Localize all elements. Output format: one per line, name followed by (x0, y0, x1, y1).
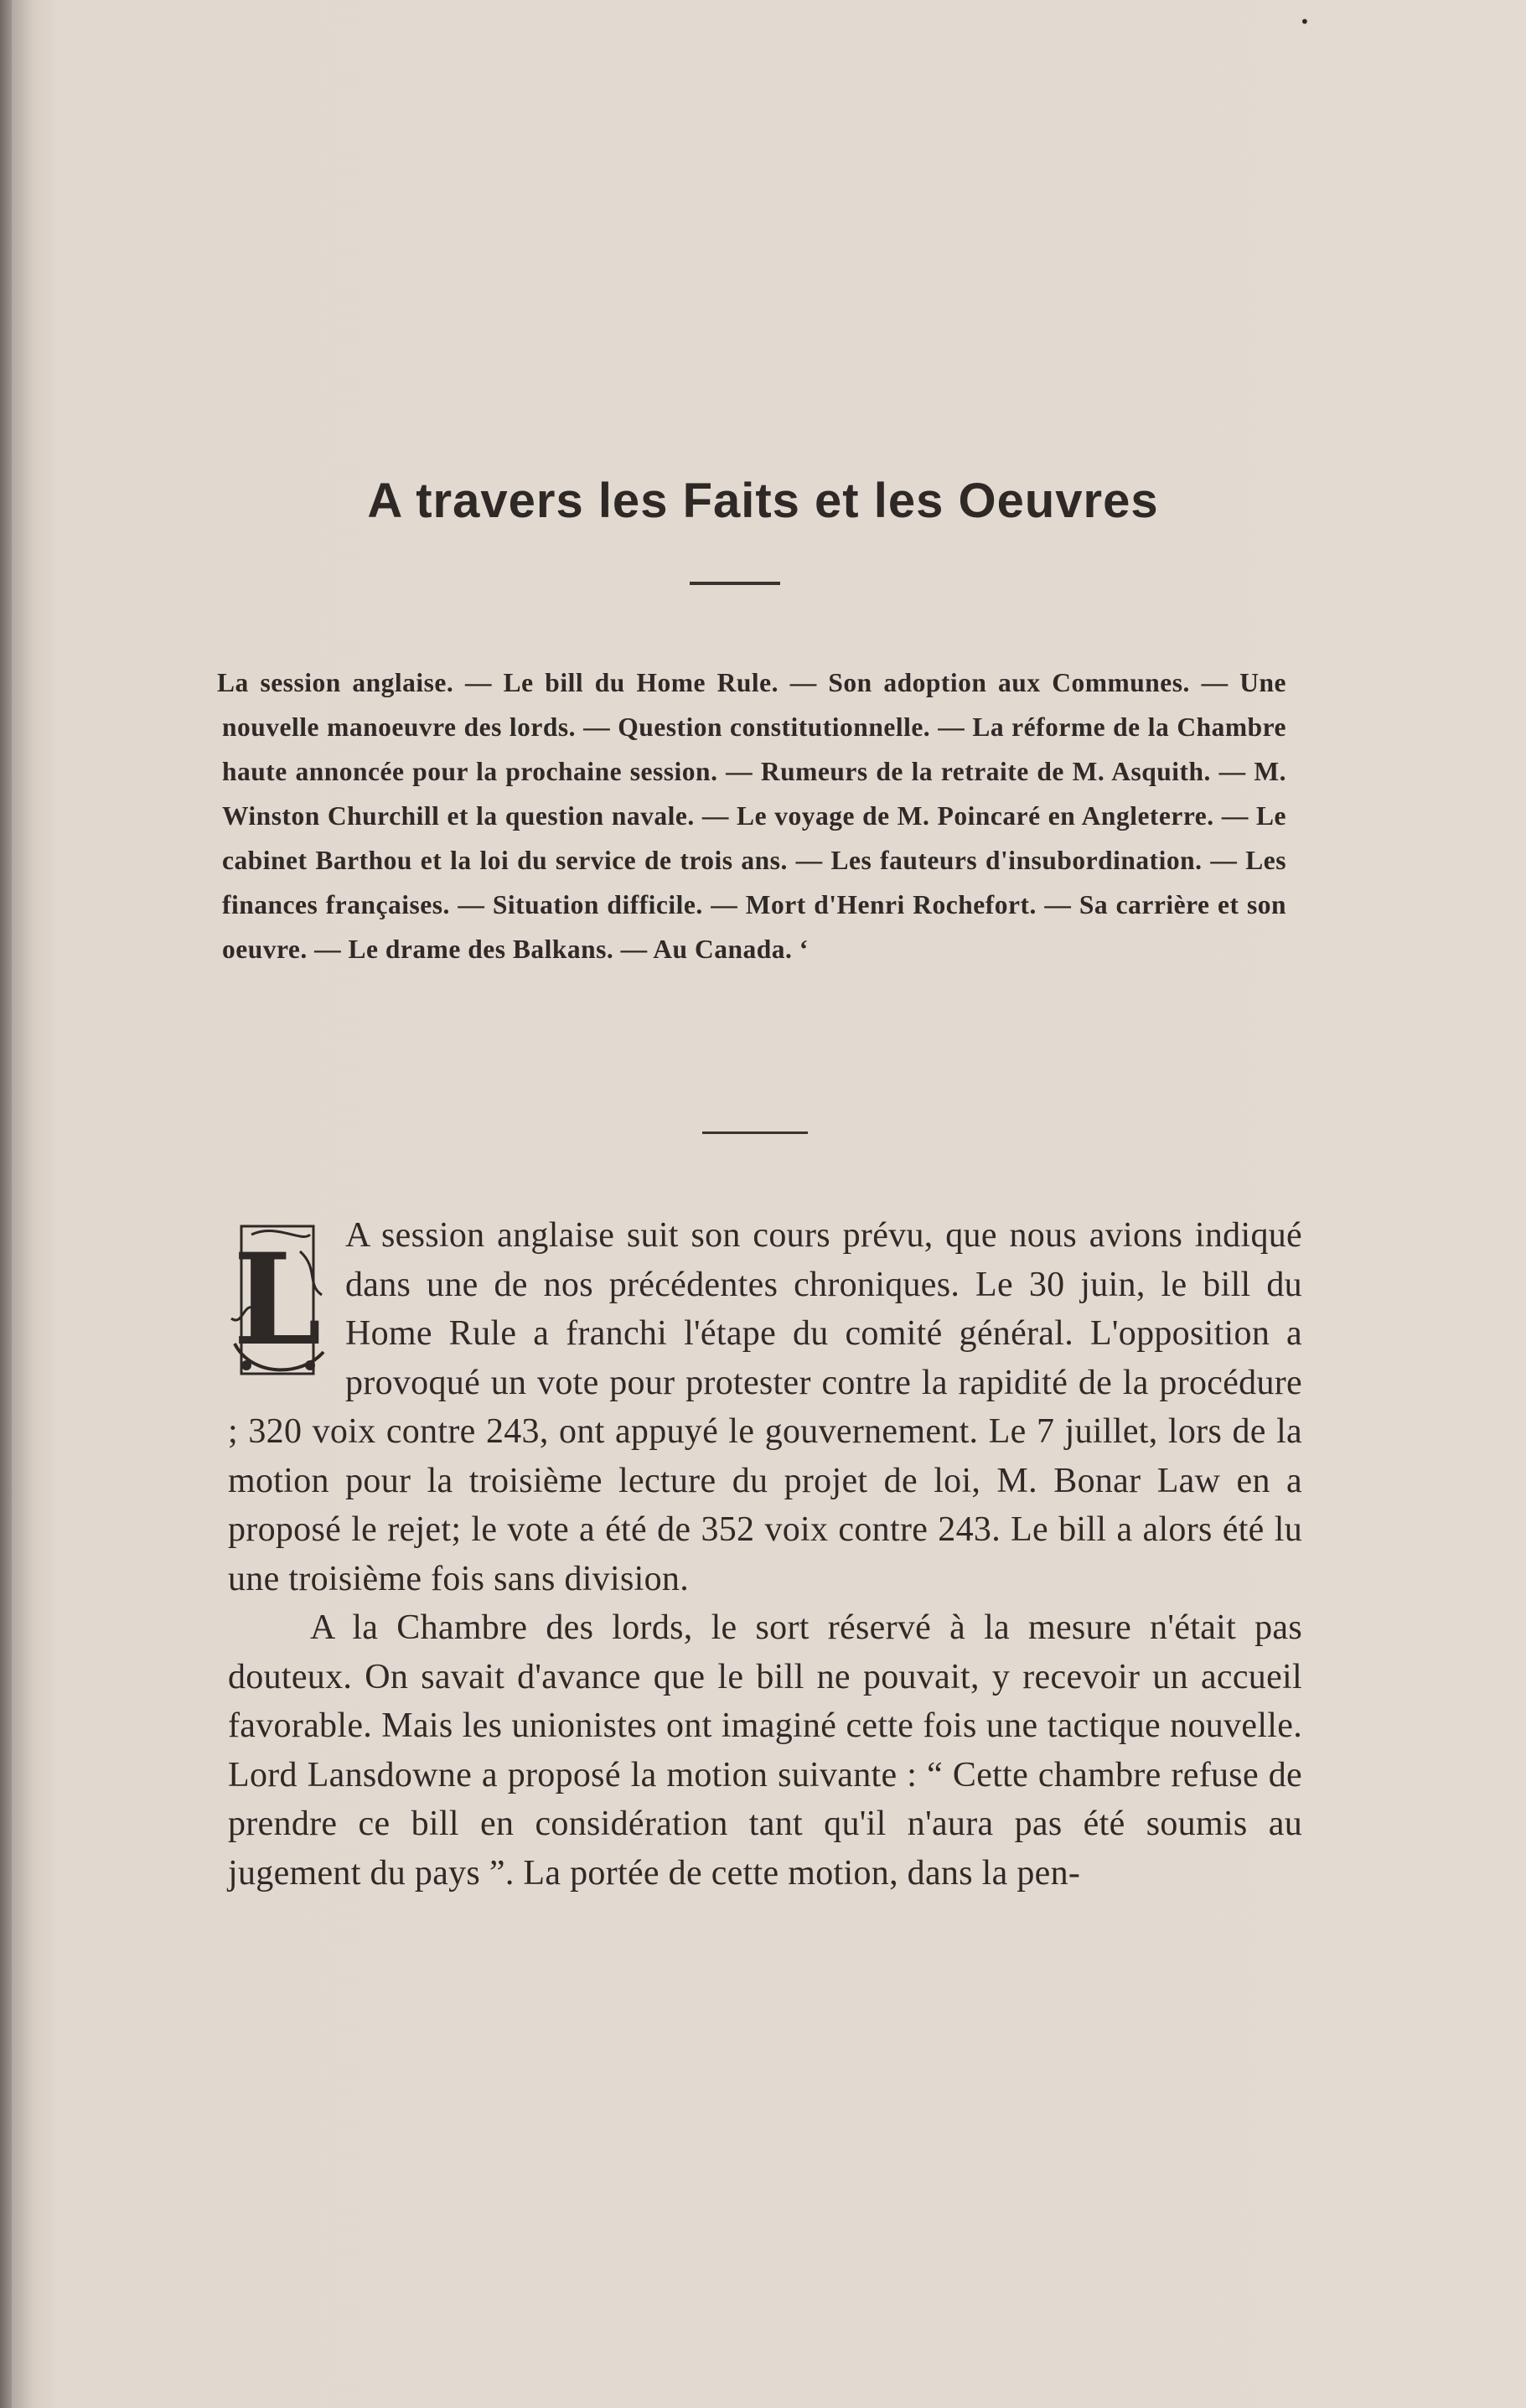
paragraph-1: A session anglaise suit son cours prévu, que nous avions indiqué dans une de nos précédentes chroniques. Le 30 juin, le bill du Home Rule a franchi l'étape du comité général. L'opposition a provoqué un vote pour protester contre la rapidité de la procédure ; 320 voix contre 243, ont appuyé le gouvernement. Le 7 juillet, lors de la motion pour la troisième lecture du projet de loi, M. Bonar Law en a proposé le rejet; le vote a été de 352 voix contre 243. Le bill a alors été lu une troisième fois sans division. (228, 1216, 1302, 1598)
stray-dot: • (1300, 12, 1310, 32)
section-separator-rule (702, 1132, 808, 1134)
title-separator-rule (690, 582, 780, 585)
chapter-summary (217, 660, 1286, 971)
paragraph-2: A la Chambre des lords, le sort réservé à la mesure n'était pas douteux. On savait d'avance que le bill ne pouvait, y recevoir un accueil favorable. Mais les unionistes ont imaginé cette fois une tactique nouvelle. Lord Lansdowne a proposé la motion suivante : “ Cette chambre refuse de prendre ce bill en considération tant qu'il n'aura pas été soumis au jugement du pays ”. La portée de cette motion, dans la pen- (228, 1608, 1302, 1893)
page-title: A travers les Faits et les Oeuvres (367, 473, 1159, 528)
drop-cap-letter: L (233, 1226, 322, 1374)
summary-text: La session anglaise. — Le bill du Home Rule. — Son adoption aux Communes. — Une nouvelle manoeuvre des lords. — Question constitutionnelle. — La réforme de la Chambre haute annoncée pour la prochaine session. — Rumeurs de la retraite de M. Asquith. — M. Winston Churchill et la question navale. — Le voyage de M. Poincaré en Angleterre. — Le cabinet Barthou et la loi du service de trois ans. — Les fauteurs d'insubordination. — Les finances françaises. — Situation difficile. — Mort d'Henri Rochefort. — Sa carrière et son oeuvre. — Le drame des Balkans. — Au Canada. ‘ (217, 668, 1286, 964)
ornamental-drop-cap (226, 1218, 328, 1382)
article-body (228, 1211, 1302, 1898)
book-spine-shadow (0, 0, 12, 2408)
